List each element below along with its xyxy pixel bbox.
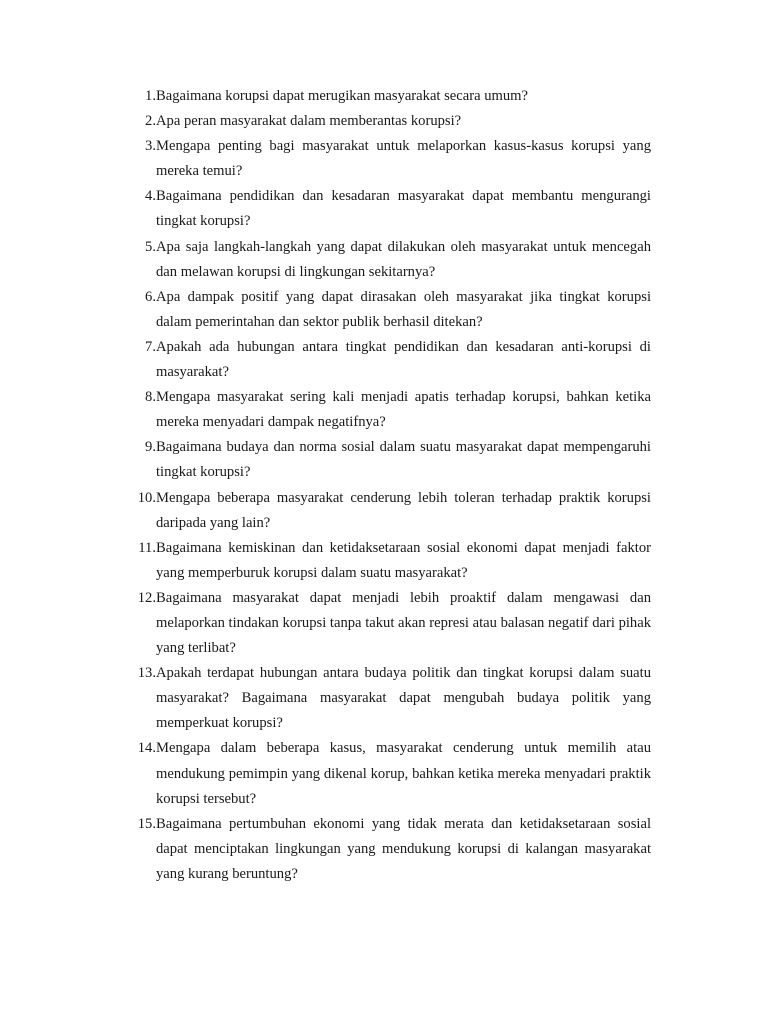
question-text: Apakah ada hubungan antara tingkat pendidikan dan kesadaran anti-korupsi di masyarakat? bbox=[156, 338, 651, 381]
question-text: Bagaimana masyarakat dapat menjadi lebih proaktif dalam mengawasi dan melaporkan tindakan korupsi tanpa takut akan represi atau balasan negatif dari pihak yang terlibat? bbox=[156, 589, 651, 657]
list-item bbox=[117, 586, 651, 661]
question-number: 14. bbox=[137, 740, 156, 757]
question-text: Bagaimana pertumbuhan ekonomi yang tidak merata dan ketidaksetaraan sosial dapat menciptakan lingkungan yang mendukung korupsi di kalangan masyarakat yang kurang beruntung? bbox=[156, 815, 651, 882]
question-list bbox=[117, 84, 651, 887]
list-item bbox=[117, 486, 651, 536]
list-item bbox=[117, 109, 651, 134]
question-text: Apa saja langkah-langkah yang dapat dilakukan oleh masyarakat untuk mencegah dan melawan korupsi di lingkungan sekitarnya? bbox=[156, 238, 651, 280]
list-item bbox=[117, 285, 651, 335]
question-text: Bagaimana korupsi dapat merugikan masyarakat secara umum? bbox=[156, 88, 528, 104]
question-text: Bagaimana pendidikan dan kesadaran masyarakat dapat membantu mengurangi tingkat korupsi? bbox=[156, 188, 651, 230]
list-item bbox=[117, 661, 651, 736]
question-number: 6. bbox=[145, 288, 156, 305]
question-number: 2. bbox=[145, 113, 156, 130]
question-number: 1. bbox=[145, 88, 156, 104]
question-text: Apakah terdapat hubungan antara budaya politik dan tingkat korupsi dalam suatu masyarakat? Bagaimana masyarakat dapat mengubah budaya politik yang memperkuat korupsi? bbox=[156, 665, 651, 732]
question-text: Bagaimana kemiskinan dan ketidaksetaraan sosial ekonomi dapat menjadi faktor yang memperburuk korupsi dalam suatu masyarakat? bbox=[156, 539, 651, 581]
list-item bbox=[117, 184, 651, 234]
list-item bbox=[117, 235, 651, 285]
question-text: Mengapa masyarakat sering kali menjadi apatis terhadap korupsi, bahkan ketika mereka menyadari dampak negatifnya? bbox=[156, 389, 651, 431]
question-number: 8. bbox=[145, 389, 156, 406]
list-item bbox=[117, 84, 651, 109]
question-number: 9. bbox=[145, 439, 156, 456]
list-item bbox=[117, 536, 651, 586]
question-text: Apa dampak positif yang dapat dirasakan oleh masyarakat jika tingkat korupsi dalam pemerintahan dan sektor publik berhasil ditekan? bbox=[156, 288, 651, 330]
list-item bbox=[117, 385, 651, 435]
question-number: 11. bbox=[138, 539, 156, 556]
question-number: 7. bbox=[145, 338, 156, 355]
list-item bbox=[117, 736, 651, 811]
list-item bbox=[117, 134, 651, 184]
question-number: 5. bbox=[145, 238, 156, 255]
question-text: Mengapa penting bagi masyarakat untuk melaporkan kasus-kasus korupsi yang mereka temui? bbox=[156, 138, 651, 180]
question-text: Mengapa beberapa masyarakat cenderung lebih toleran terhadap praktik korupsi daripada yang lain? bbox=[156, 489, 651, 531]
question-number: 12. bbox=[137, 589, 156, 606]
list-item bbox=[117, 335, 651, 385]
question-number: 15. bbox=[137, 815, 156, 832]
question-text: Mengapa dalam beberapa kasus, masyarakat cenderung untuk memilih atau mendukung pemimpin yang dikenal korup, bahkan ketika mereka menyadari praktik korupsi tersebut? bbox=[156, 740, 651, 807]
list-item bbox=[117, 812, 651, 887]
question-number: 3. bbox=[145, 138, 156, 155]
list-item bbox=[117, 435, 651, 485]
question-number: 13. bbox=[137, 665, 156, 682]
question-number: 10. bbox=[137, 489, 156, 506]
question-text: Bagaimana budaya dan norma sosial dalam suatu masyarakat dapat mempengaruhi tingkat korupsi? bbox=[156, 439, 651, 481]
question-text: Apa peran masyarakat dalam memberantas korupsi? bbox=[156, 113, 462, 130]
question-number: 4. bbox=[145, 188, 156, 205]
